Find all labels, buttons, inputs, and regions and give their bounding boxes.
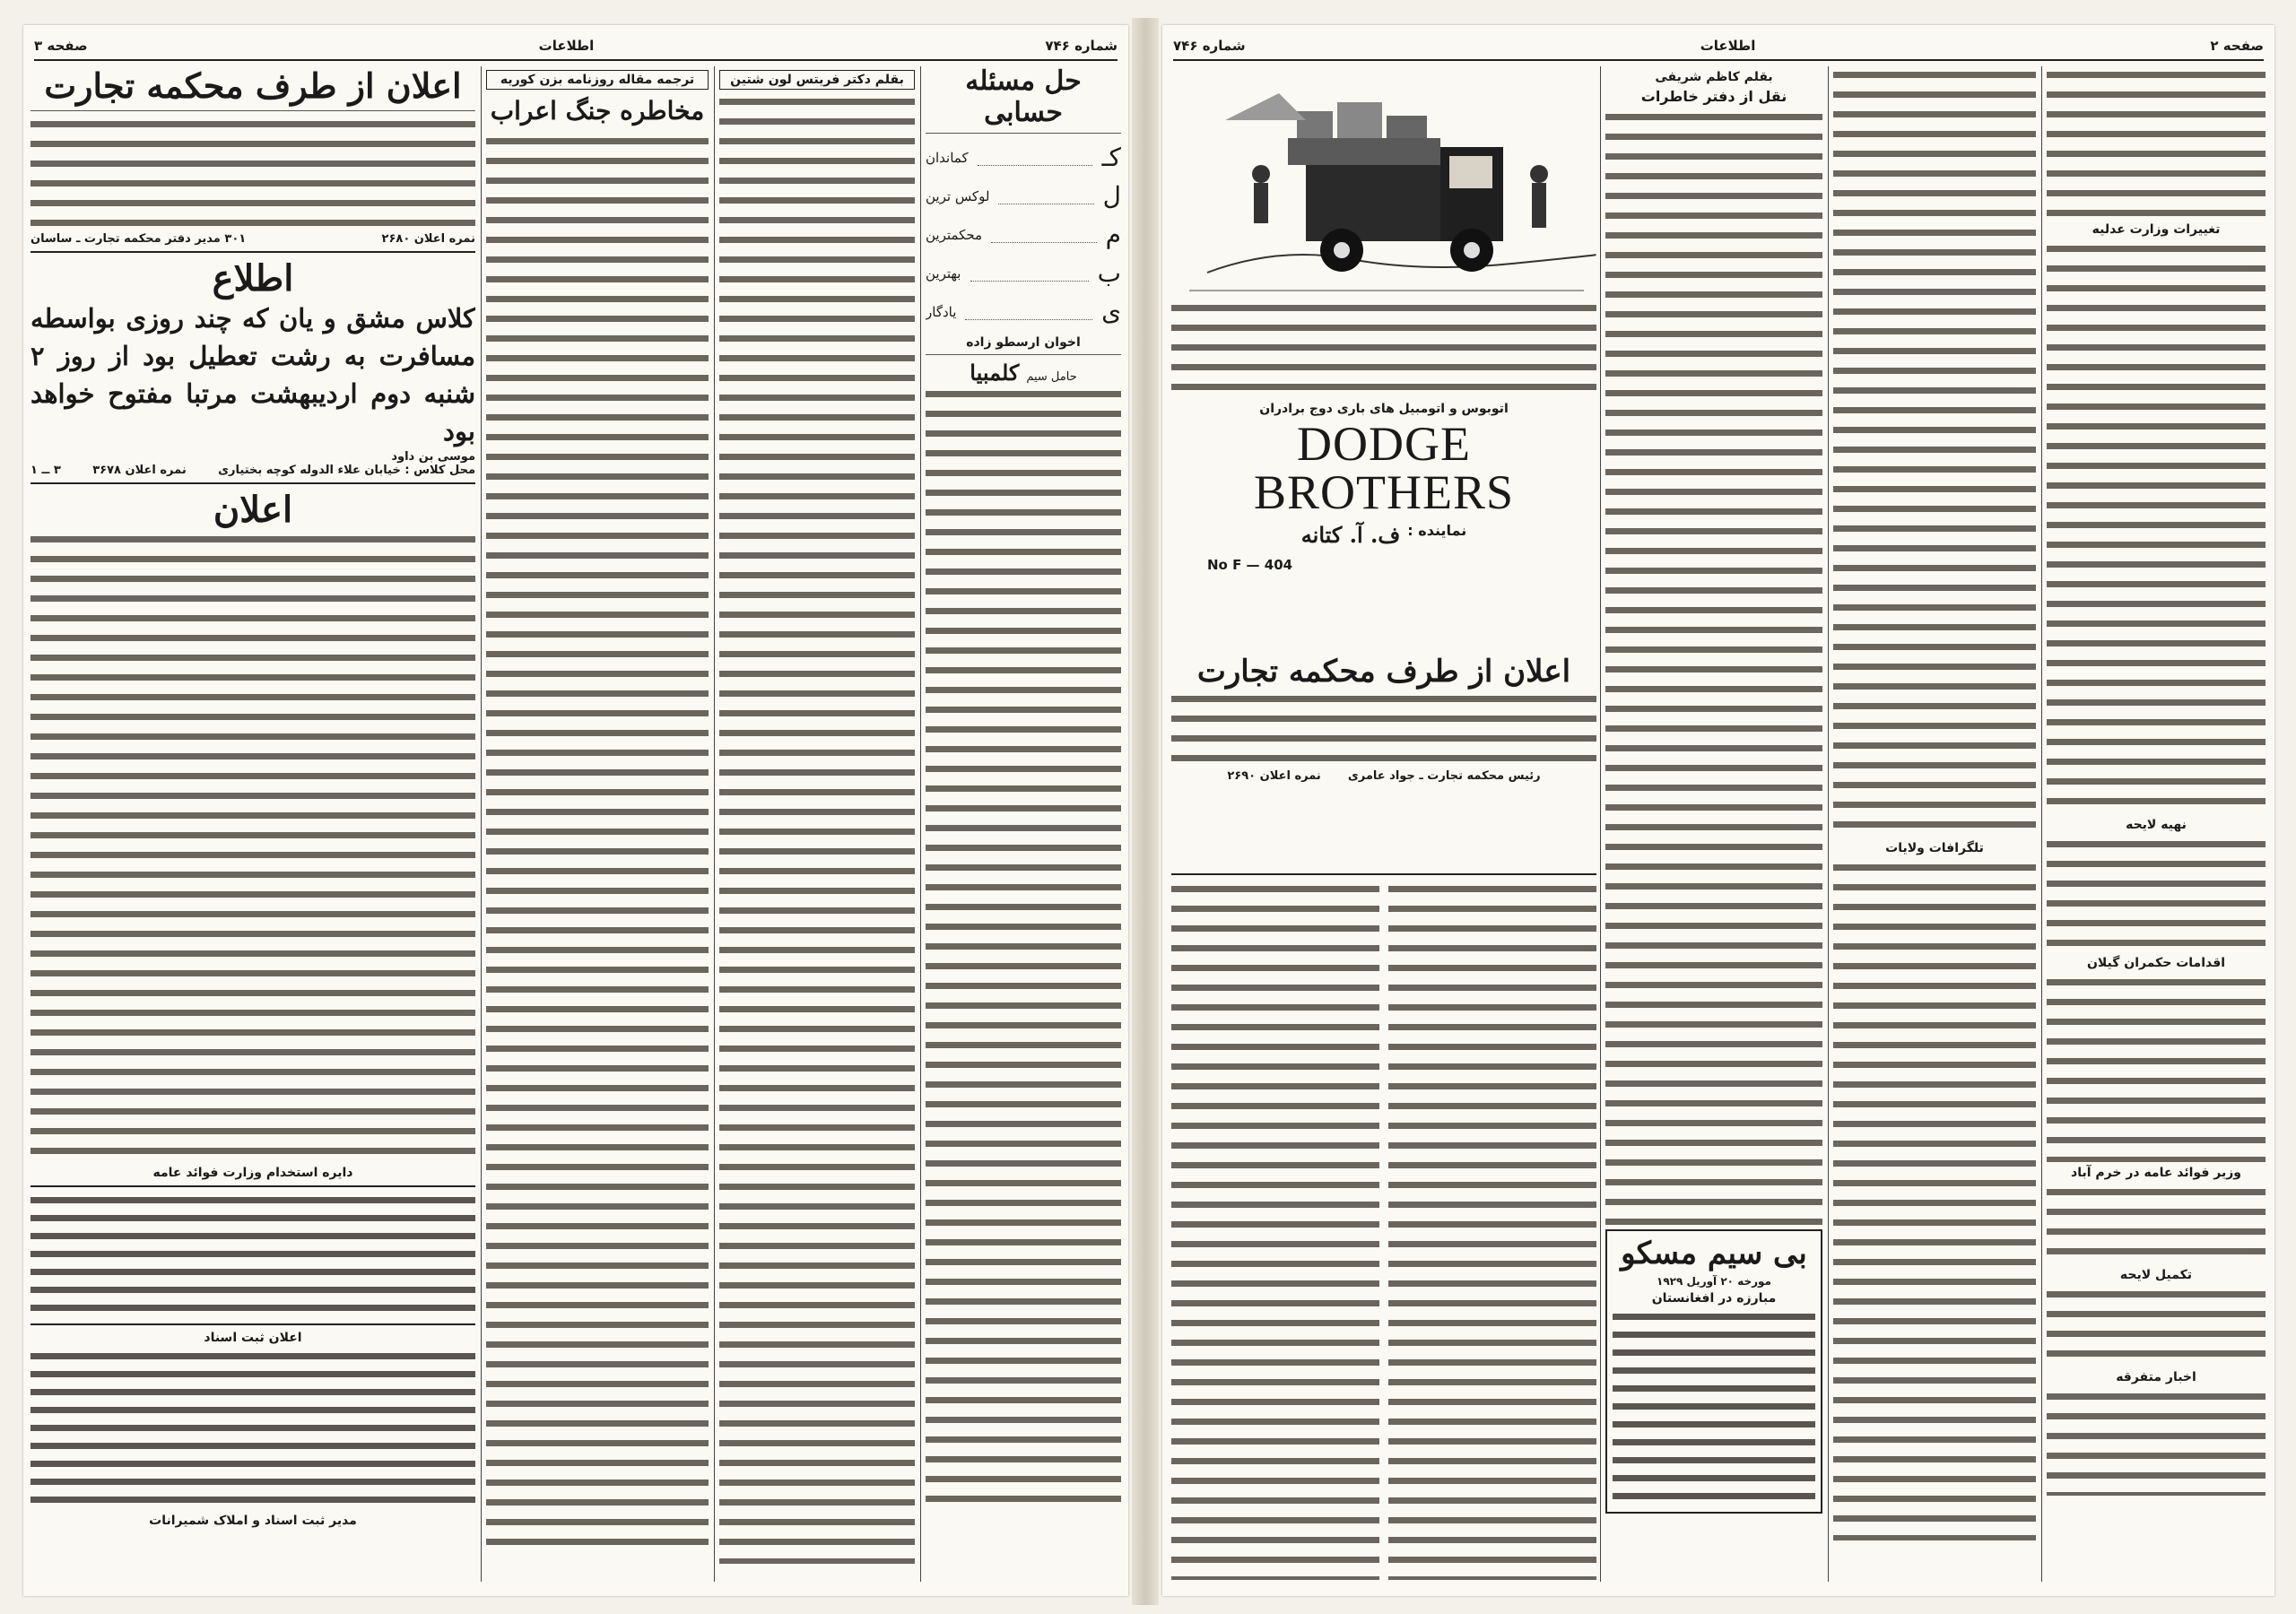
left-page-number: صفحه ۳ [34,38,88,54]
column-rule [481,66,482,1582]
right-commerce-ad [1171,653,1596,859]
left-newspaper-page [23,25,1128,1596]
dodge-ad-block [1171,66,1596,640]
war-body-text [486,133,709,1549]
right-commerce-ad-signature: رئیس محکمه تجارت ـ جواد عامری نمره اعلان ۲۶۹۰ [1227,769,1541,783]
lower-article-text-a [1388,881,1596,1580]
puzzle-label: محکمترین [926,226,983,243]
appointments-body-6 [2047,1286,2266,1367]
lower-article-text-b [1171,881,1379,1580]
notice-footer: محل کلاس : خیابان علاء الدوله کوچه بختیاری نمره اعلان ۳۶۷۸ ۳ ــ ۱ [30,463,475,477]
ad3a-body-text [30,1193,475,1318]
puzzle-label: یادگار [926,303,957,320]
left-issue-number: شماره ۷۴۶ [1045,38,1118,54]
ad-signature-line: نمره اعلان ۲۶۸۰ ۳۰۱ مدیر دفتر محکمه تجارت ـ ساسان [30,231,475,246]
right-running-head [1173,32,2264,61]
notice-signer: موسی بن داود [391,449,475,464]
notice-title: اطلاع [212,256,294,299]
dodge-ad-body-text [1171,299,1596,398]
middle-body-text [719,93,915,1564]
puzzle-blank [970,265,1089,282]
ad3-footer: مدیر ثبت اسناد و املاک شمیرانات [149,1513,357,1528]
wireless-date: مورخه ۲۰ آوریل ۱۹۲۹ [1657,1275,1771,1289]
dodge-agent: ف. آ. کتانه [1300,522,1401,548]
right-issue-number: شماره ۷۴۶ [1173,38,1246,54]
appointments-subhead-4: وزیر فوائد عامه در خرم آباد [2071,1166,2241,1180]
middle-article-column [719,66,915,1582]
appointments-body-5 [2047,1184,2266,1264]
right-page-number: صفحه ۲ [2210,38,2264,54]
editorial-body-text [1605,108,1822,1229]
ad-body-text [30,116,475,232]
truck-illustration [1171,66,1596,299]
appointments-subhead-5: تکمیل لایحه [2119,1268,2193,1282]
right-commerce-ad-title: اعلان از طرف محکمه تجارت [1196,654,1571,690]
editorial-column [1605,66,1822,1582]
column-rule [714,66,715,1582]
ads-column [30,66,475,1582]
appointments-subhead-3: اقدامات حکمران گیلان [2086,956,2226,970]
puzzle-list [926,143,1121,326]
puzzle-label: بهترین [926,265,961,282]
puzzle-blank [991,226,1097,243]
notice-text: کلاس مشق و یان که چند روزی بواسطه مسافرت به رشت تعطیل بود از روز ۲ شنبه دوم اردیبهشت مرتبا مفتوح خواهد بود [30,302,475,447]
dodge-persian-line: اتوبوس و اتومبیل های باری دوج برادران [1259,402,1509,416]
left-running-head [34,32,1118,61]
editorial-title: نقل از دفتر خاطرات [1640,88,1787,105]
puzzle-letter: کـ [1101,143,1121,172]
dodge-ad-number: No F — 404 [1207,557,1293,573]
war-article-column [486,66,709,1582]
puzzle-item [926,181,1121,211]
page-fold [1132,18,1159,1605]
ad2-title: اعلان [213,488,293,531]
right-paper-name: اطلاعات [1700,38,1756,54]
puzzle-label: لوکس ترین [926,187,990,204]
wireless-title: بی سیم مسکو [1621,1236,1807,1271]
appointments-column [2047,66,2266,1582]
provinces-body-text [1833,859,2036,1540]
wireless-body-text [1613,1309,1815,1506]
provinces-body-text-top [1833,66,2036,837]
brand-line [926,360,1121,386]
column-rule [1600,66,1601,1582]
appointments-subhead-6: اخبار متفرقه [2116,1370,2196,1384]
ad3-title: اعلان ثبت اسناد [204,1330,302,1345]
ad2-body-text [30,531,475,1162]
puzzle-letter: م [1105,220,1121,249]
middle-kicker: بقلم دکتر فریتس لون شتین [719,70,915,90]
puzzle-label: کماندان [926,149,969,166]
appointments-body-1 [2047,66,2266,219]
puzzle-column [926,66,1121,1582]
column-rule [2041,66,2042,1582]
puzzle-item [926,220,1121,249]
appointments-body-4 [2047,974,2266,1162]
dodge-brand: DODGE BROTHERS [1253,417,1515,519]
puzzle-letter: ل [1102,181,1121,211]
puzzle-body-text [926,386,1121,1515]
brand-sub: حامل سیم [1026,370,1077,384]
right-commerce-ad-body [1171,690,1596,769]
commerce-ad-title: اعلان از طرف محکمه تجارت [44,66,462,106]
war-title: مخاطره جنگ اعراب [490,96,705,126]
appointments-subhead-1: تغییرات وزارت عدلیه [2092,222,2221,237]
ad2-footer: دایره استخدام وزارت فوائد عامه [152,1165,353,1180]
editorial-kicker: بقلم کاظم شریفی [1655,70,1773,84]
right-newspaper-page [1162,25,2274,1596]
wireless-box [1605,1229,1822,1514]
dodge-agent-line: نماینده : ف. آ. کتانه [1300,522,1467,548]
appointments-body-7 [2047,1388,2266,1496]
puzzle-item [926,297,1121,326]
appointments-subhead-2: نهیه لایحه [2126,818,2187,832]
puzzle-item [926,258,1121,288]
puzzle-credit: اخوان ارسطو زاده [966,335,1081,350]
puzzle-title: حل مسئله حسابی [965,66,1082,128]
left-paper-name: اطلاعات [538,38,595,54]
right-lower-articles [1171,868,1596,1585]
provinces-column [1833,66,2036,1582]
ad3-body-text [30,1349,475,1510]
puzzle-blank [998,187,1093,204]
brand-name: کلمبیا [970,360,1020,386]
puzzle-letter: ب [1097,258,1121,288]
appointments-body-2 [2047,240,2266,814]
war-kicker: ترجمه مقاله روزنامه بزن کوریه [486,70,709,90]
wireless-subhead: مبارزه در افغانستان [1651,1291,1777,1306]
puzzle-letter: ی [1101,297,1121,326]
puzzle-blank [978,149,1093,166]
column-rule [920,66,921,1582]
appointments-body-3 [2047,836,2266,952]
provinces-heading: تلگرافات ولایات [1885,841,1984,855]
column-rule [1828,66,1829,1582]
puzzle-blank [965,303,1092,320]
puzzle-item [926,143,1121,172]
